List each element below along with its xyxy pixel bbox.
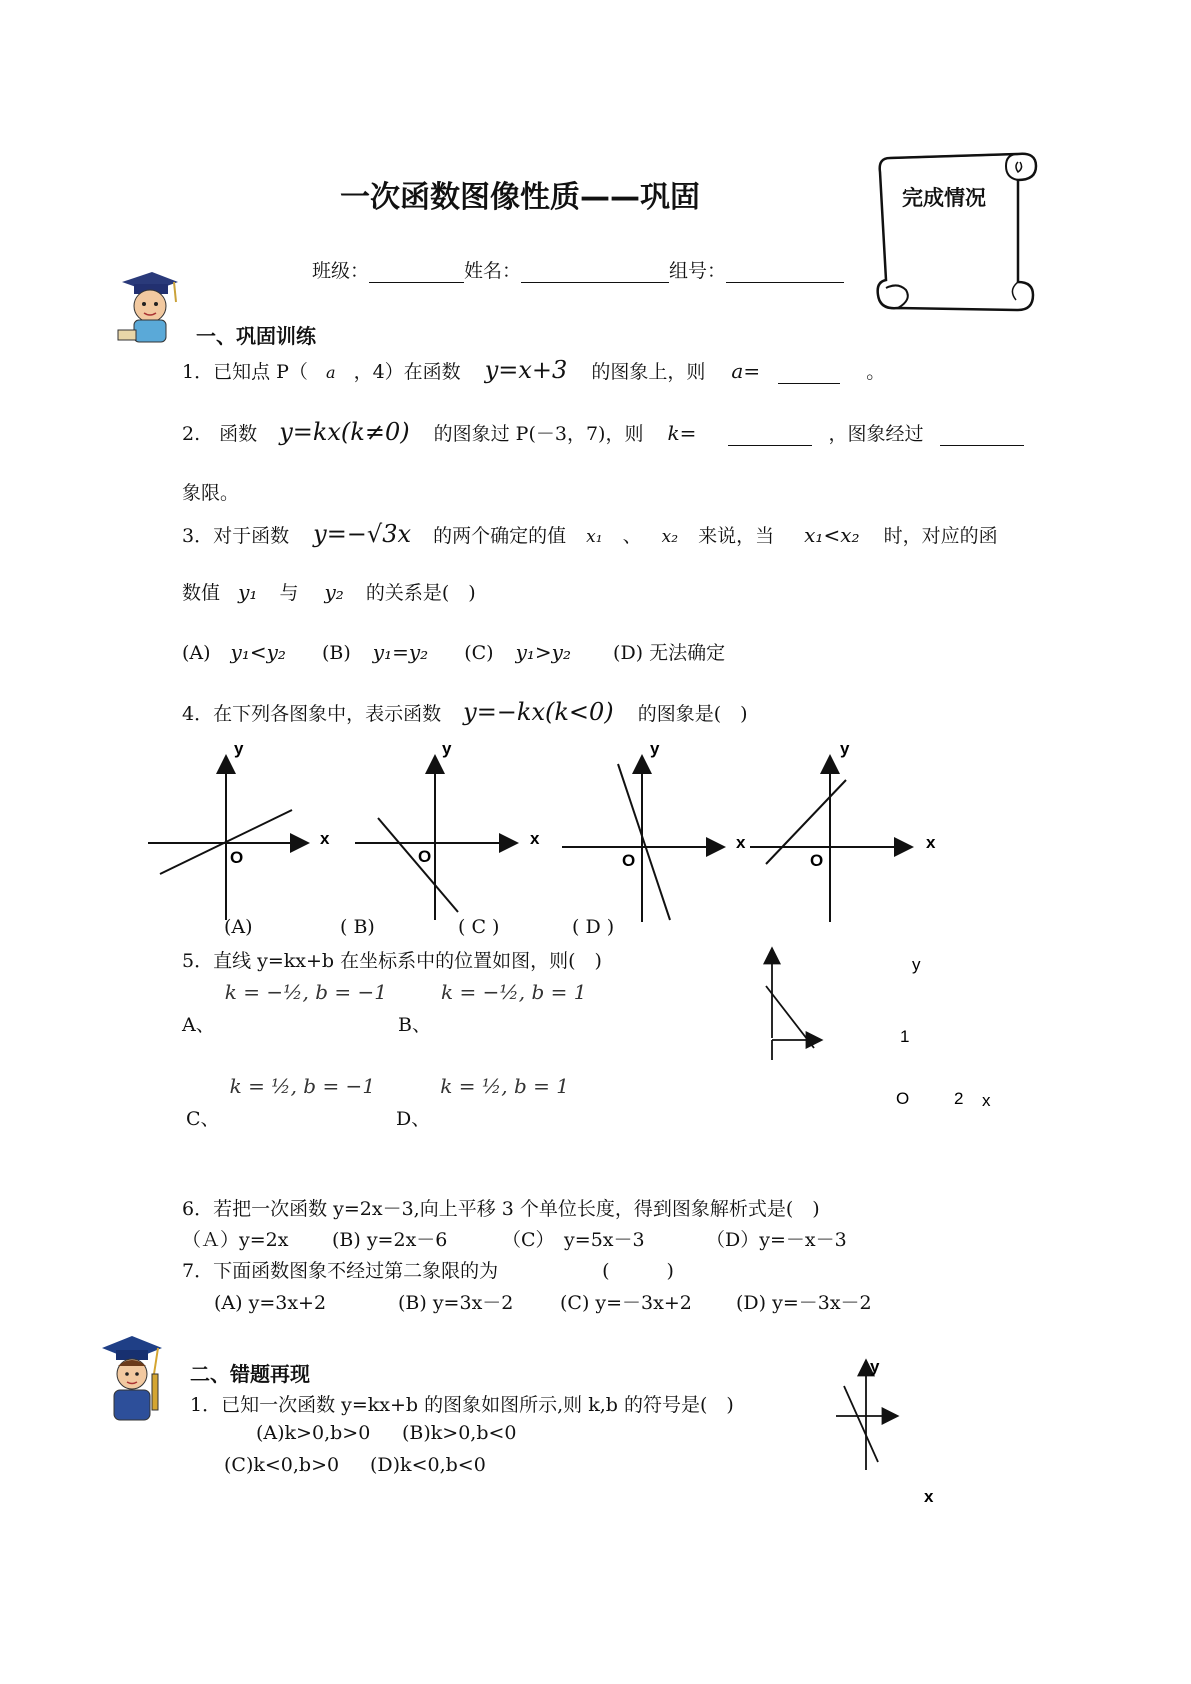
e1-option-d[interactable]: (D)k<0,b<0	[370, 1454, 486, 1476]
stamp-label: 完成情况	[902, 186, 986, 210]
axis-x-label: x	[926, 833, 936, 852]
q4-label-b: ( B)	[340, 916, 375, 938]
origin-label: O	[622, 851, 636, 870]
axis-x-label: x	[530, 829, 540, 848]
question-7: 7．下面函数图象不经过第二象限的为 ( )	[182, 1260, 674, 1282]
scroll-stamp-icon	[868, 150, 1048, 320]
e1-y-label: y	[870, 1357, 880, 1376]
class-field[interactable]	[369, 262, 464, 283]
q3-option-a[interactable]: (A) y₁<y₂	[182, 640, 286, 664]
axis-y-label: y	[650, 740, 660, 758]
q4-label-c: ( C )	[458, 916, 500, 938]
e1-figure	[820, 1350, 940, 1510]
axis-y-label: y	[234, 740, 244, 758]
info-line	[312, 256, 844, 283]
q7-option-d[interactable]: (D) y=－3x－2	[736, 1292, 872, 1314]
section-heading-1: 一、巩固训练	[196, 324, 316, 348]
axis-y-label: y	[840, 740, 850, 758]
q5-option-d[interactable]: D、 k = ½, b = 1	[396, 1074, 569, 1130]
q4-graph-d[interactable]	[750, 740, 936, 922]
q5-option-b[interactable]: B、 k = −½, b = 1	[398, 980, 587, 1036]
e1-option-a[interactable]: (A)k>0,b>0	[256, 1422, 371, 1444]
group-field[interactable]	[726, 262, 844, 283]
q3-formula: y=−√3x	[313, 520, 412, 548]
q4-graph-c[interactable]	[562, 740, 746, 922]
q4-graph-a[interactable]	[148, 740, 330, 920]
origin-label: O	[230, 848, 244, 867]
q4-formula: y=−kx(k<0)	[463, 698, 614, 726]
q4-label-a: (A)	[224, 916, 253, 938]
q5-y-label: y	[912, 955, 921, 974]
q1-answer-blank[interactable]	[778, 363, 840, 384]
q5-two-label: 2	[954, 1089, 964, 1108]
q7-option-b[interactable]: (B) y=3x－2	[398, 1292, 514, 1314]
q1-formula: y=x+3	[484, 356, 568, 384]
q2-quadrant-blank[interactable]	[940, 425, 1024, 446]
q6-option-d[interactable]: （D）y=－x－3	[706, 1229, 847, 1251]
e1-option-c[interactable]: (C)k<0,b>0	[224, 1454, 340, 1476]
graduate-mascot-icon	[96, 1334, 172, 1424]
class-label: 班级：	[312, 260, 370, 282]
axis-x-label: x	[736, 833, 746, 852]
q5-option-c[interactable]: C、 k = ½, b = −1	[186, 1074, 376, 1130]
q7-option-c[interactable]: (C) y=－3x+2	[560, 1292, 692, 1314]
q4-graph-b[interactable]	[355, 740, 540, 920]
question-5: 5．直线 y=kx+b 在坐标系中的位置如图，则( )	[182, 950, 602, 972]
q6-options	[182, 1225, 847, 1252]
q5-x-label: x	[982, 1091, 991, 1110]
e1-option-b[interactable]: (B)k>0,b<0	[402, 1422, 517, 1444]
question-3-cont: 数值 y₁ 与 y₂ 的关系是( )	[182, 580, 476, 604]
error-question-1: 1．已知一次函数 y=kx+b 的图象如图所示,则 k,b 的符号是( )	[190, 1394, 734, 1416]
q5-one-label: 1	[900, 1027, 910, 1046]
axis-x-label: x	[320, 829, 330, 848]
question-2-cont: 象限。	[182, 482, 240, 504]
group-label: 组号：	[669, 260, 727, 282]
e1-options-row1	[256, 1422, 517, 1444]
origin-label: O	[810, 851, 824, 870]
q3-option-c[interactable]: (C) y₁>y₂	[464, 640, 571, 664]
name-label: 姓名：	[464, 260, 522, 282]
q5-option-a[interactable]: A、 k = −½, b = −1	[182, 980, 387, 1036]
q7-options	[214, 1288, 872, 1315]
student-mascot-icon	[112, 268, 182, 346]
q2-k-blank[interactable]	[728, 425, 812, 446]
q7-option-a[interactable]: (A) y=3x+2	[214, 1292, 327, 1314]
q6-option-b[interactable]: (B) y=2x－6	[332, 1229, 448, 1251]
origin-label: O	[418, 847, 432, 866]
axis-y-label: y	[442, 740, 452, 758]
question-6: 6．若把一次函数 y=2x－3,向上平移 3 个单位长度，得到图象解析式是( )	[182, 1198, 820, 1220]
e1-options-row2	[224, 1454, 486, 1476]
question-2: 2. 函数 y=kx(k≠0) 的图象过 P(－3，7)，则 k= ，图象经过	[182, 418, 1024, 446]
e1-x-label: x	[924, 1487, 934, 1506]
question-1: 1．已知点 P（ a ，4）在函数 y=x+3 的图象上，则 a= 。	[182, 356, 886, 384]
q6-option-c[interactable]: （C） y=5x－3	[502, 1229, 645, 1251]
q2-formula: y=kx(k≠0)	[279, 418, 410, 446]
q3-option-d[interactable]: (D) 无法确定	[613, 642, 726, 664]
section-heading-2: 二、错题再现	[190, 1362, 310, 1386]
page-title: 一次函数图像性质——巩固	[340, 180, 700, 215]
q5-figure	[752, 946, 1002, 1116]
q5-origin-label: O	[896, 1089, 910, 1108]
question-3: 3．对于函数 y=−√3x 的两个确定的值 x₁ 、 x₂ 来说，当 x₁<x₂ 时，对应的函	[182, 520, 998, 548]
q3-option-b[interactable]: (B) y₁=y₂	[321, 640, 429, 664]
q4-graphs	[140, 740, 960, 940]
q6-option-a[interactable]: （Ａ）y=2x	[182, 1229, 289, 1251]
q3-options	[182, 638, 725, 665]
question-4: 4．在下列各图象中，表示函数 y=−kx(k<0) 的图象是( )	[182, 698, 748, 726]
q4-label-d: ( D )	[572, 916, 615, 938]
name-field[interactable]	[521, 262, 669, 283]
